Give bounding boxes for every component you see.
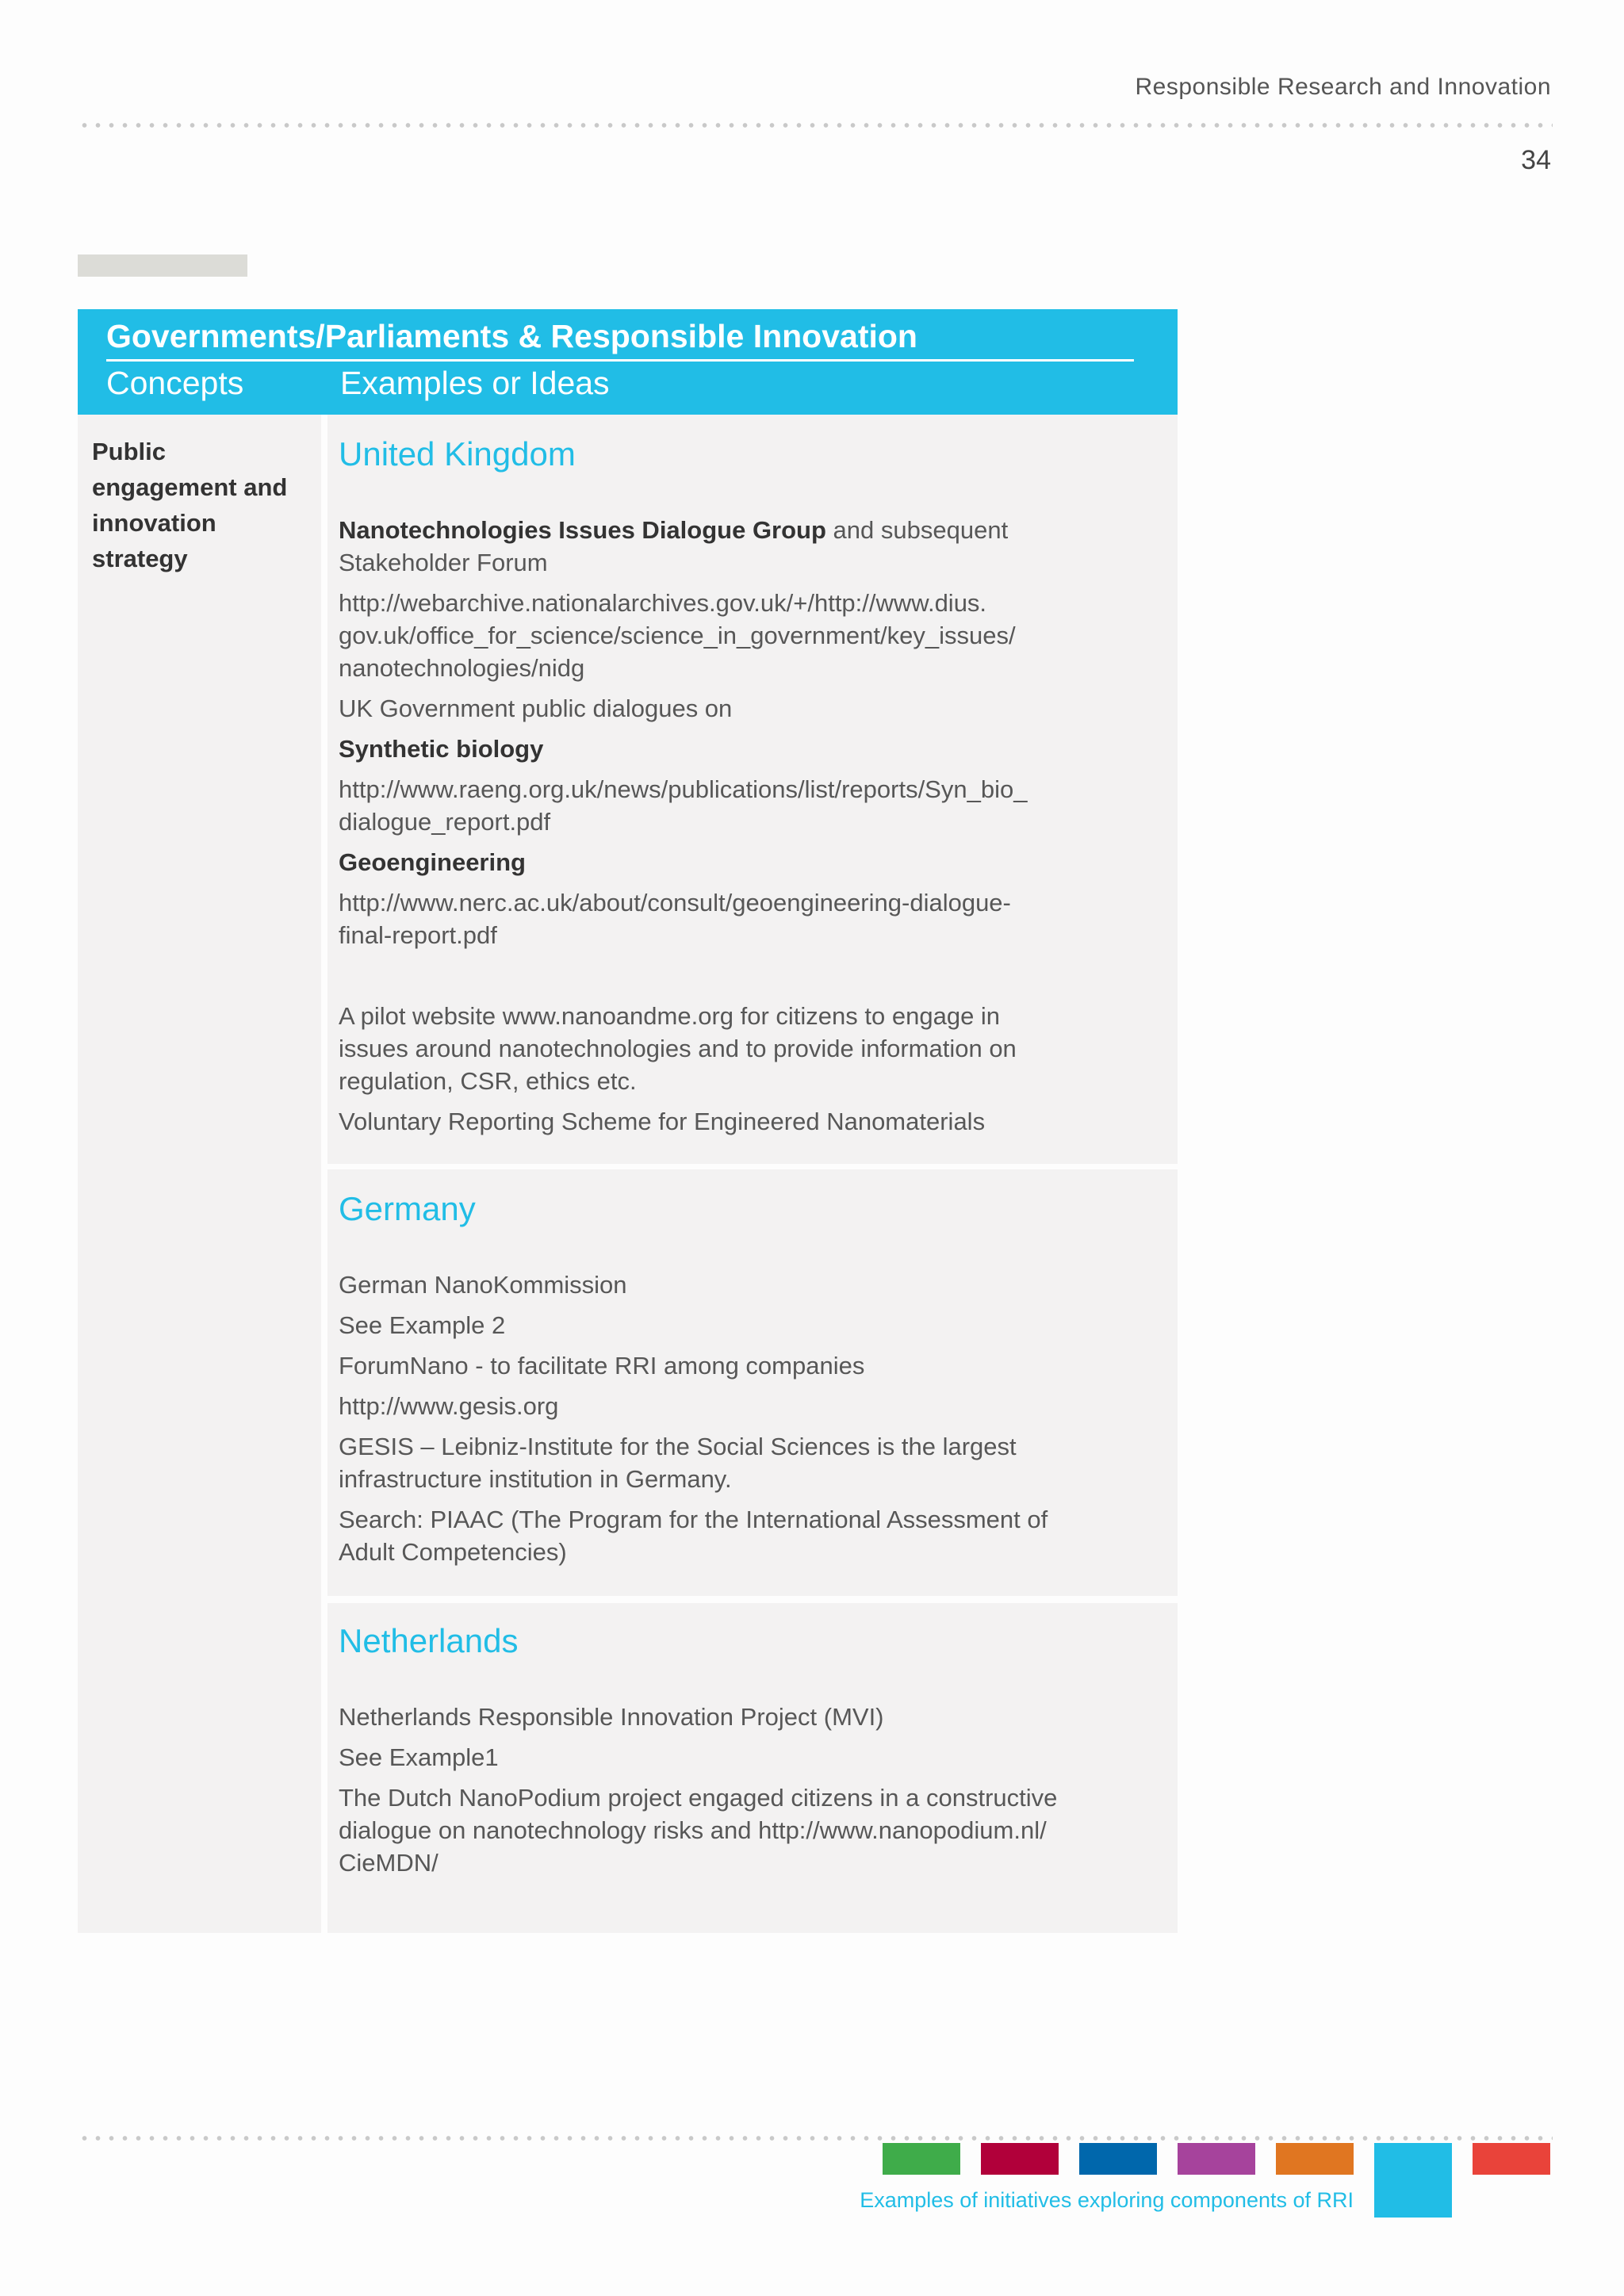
concepts-column [78,415,321,1933]
url-line: dialogue_report.pdf [339,808,551,836]
text-line [339,514,1163,546]
url-line: http://www.gesis.org [339,1392,559,1420]
url-line: gov.uk/office_for_science/science_in_government/key_issues/ [339,622,1016,649]
color-square [1178,2143,1255,2175]
color-square [1276,2143,1354,2175]
section-germany [327,1169,1178,1596]
section-heading: United Kingdom [339,435,576,473]
header-divider [78,123,1553,128]
url-line: CieMDN/ [339,1849,439,1877]
text-line: A pilot website www.nanoandme.org for citizens to engage in [339,1002,1001,1030]
text-line: German NanoKommission [339,1271,627,1299]
url-line: http://www.nerc.ac.uk/about/consult/geoengineering-dialogue- [339,889,1011,916]
column-heading-examples: Examples or Ideas [340,365,610,401]
table-header [78,309,1178,415]
text-line: See Example1 [339,1743,499,1771]
section-heading: Germany [339,1190,476,1227]
section-united-kingdom [327,415,1178,1164]
color-square [1079,2143,1157,2175]
text-line: See Example 2 [339,1311,506,1339]
text-line: Search: PIAAC (The Program for the International Assessment of [339,1506,1048,1533]
text-line: UK Government public dialogues on [339,695,733,722]
section-netherlands [327,1603,1178,1933]
color-square [1473,2143,1550,2175]
bold-term: Geoengineering [339,848,526,876]
color-square [981,2143,1059,2175]
url-line: nanotechnologies/nidg [339,654,585,682]
text-line: The Dutch NanoPodium project engaged citizens in a constructive [339,1784,1058,1812]
color-square-active [1374,2143,1452,2218]
text-line: Adult Competencies) [339,1538,567,1566]
column-heading-concepts: Concepts [106,365,244,401]
section-heading: Netherlands [339,1622,519,1659]
table-title: Governments/Parliaments & Responsible Innovation [106,317,1134,362]
text-line: issues around nanotechnologies and to provide information on [339,1035,1017,1062]
url-line: http://webarchive.nationalarchives.gov.uk/+/http://www.dius. [339,589,987,617]
bold-term: Synthetic biology [339,735,544,763]
text-line: Voluntary Reporting Scheme for Engineered Nanomaterials [339,1108,986,1135]
text-line: dialogue on nanotechnology risks and http://www.nanopodium.nl/ [339,1816,1047,1844]
section-tab-decoration [78,254,247,277]
text-line: GESIS – Leibniz-Institute for the Social Sciences is the largest [339,1433,1017,1460]
footer-divider [78,2136,1553,2141]
url-line: final-report.pdf [339,921,497,949]
page-number: 34 [1521,145,1551,175]
text-line: infrastructure institution in Germany. [339,1465,732,1493]
text-line: regulation, CSR, ethics etc. [339,1067,637,1095]
running-title: Responsible Research and Innovation [1135,74,1551,100]
text-fragment: and subsequent [825,516,1009,544]
text-line: Stakeholder Forum [339,549,548,576]
url-line: http://www.raeng.org.uk/news/publications/list/reports/Syn_bio_ [339,775,1028,803]
text-line: Netherlands Responsible Innovation Project (MVI) [339,1703,884,1731]
bold-term: Nanotechnologies Issues Dialogue Group [339,516,826,544]
footer-caption: Examples of initiatives exploring components of RRI [860,2188,1354,2212]
text-line: ForumNano - to facilitate RRI among companies [339,1352,865,1380]
color-square [883,2143,960,2175]
concept-label: Public engagement and innovation strategy [92,438,288,572]
